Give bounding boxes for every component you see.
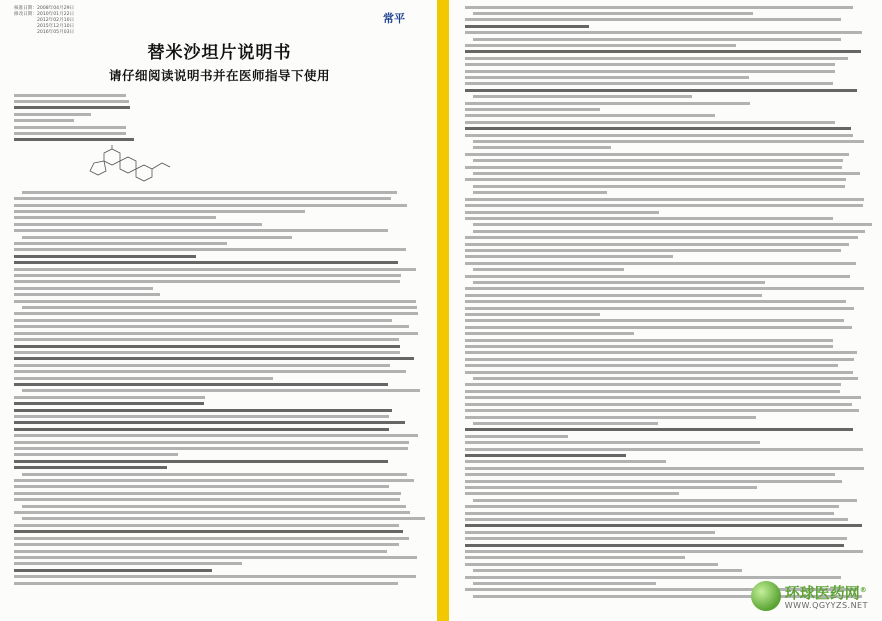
text-line [14, 189, 425, 195]
text-line [465, 55, 872, 61]
leaflet-right-page [449, 0, 882, 621]
text-line [14, 503, 425, 509]
text-line [465, 388, 872, 394]
text-line [465, 497, 872, 503]
text-line [14, 137, 425, 143]
text-line [14, 471, 425, 477]
text-line [14, 446, 425, 452]
text-line [465, 228, 872, 234]
text-line [14, 522, 425, 528]
text-line [465, 183, 872, 189]
leaflet-left-page [0, 0, 437, 621]
text-line [14, 490, 425, 496]
text-line [14, 298, 425, 304]
text-line [465, 119, 872, 125]
text-line [14, 349, 425, 355]
text-line [465, 87, 872, 93]
text-line [465, 369, 872, 375]
text-line [14, 266, 425, 272]
text-line [14, 535, 425, 541]
document-title: 替米沙坦片说明书 [147, 43, 292, 63]
page-fold [437, 0, 449, 621]
text-line [465, 356, 872, 362]
text-line [465, 132, 872, 138]
text-line [465, 465, 872, 471]
text-line [465, 574, 872, 580]
registered-mark: ® [859, 586, 867, 594]
approval-date-line: 2012年02月10日 [14, 18, 75, 23]
text-line [465, 517, 872, 523]
watermark-url: WWW.QGYYZS.NET [784, 601, 868, 610]
text-line [14, 478, 425, 484]
text-line [465, 215, 872, 221]
text-line [14, 381, 425, 387]
text-line [14, 580, 425, 586]
text-line [465, 337, 872, 343]
text-line [465, 247, 872, 253]
text-line [465, 196, 872, 202]
text-line [14, 317, 425, 323]
text-line [465, 164, 872, 170]
text-line [465, 139, 872, 145]
text-line [14, 426, 425, 432]
text-line [465, 260, 872, 266]
approval-dates-block [14, 6, 425, 36]
text-line [465, 151, 872, 157]
approval-date-line: 2015年12月10日 [14, 24, 75, 29]
watermark-logo [751, 581, 868, 611]
text-line [14, 273, 425, 279]
text-line [465, 549, 872, 555]
document-subtitle: 请仔细阅读说明书并在医师指导下使用 [108, 68, 330, 83]
approval-date-line: 修改日期：2010年01月22日 [14, 12, 75, 17]
text-line [465, 542, 872, 548]
chemical-structure-diagram [84, 145, 174, 187]
watermark-title: 环球医药网 [784, 584, 860, 602]
approval-date-line: 2016年05月03日 [14, 30, 75, 35]
text-line [465, 324, 872, 330]
text-line [465, 401, 872, 407]
text-line [14, 330, 425, 336]
text-line [465, 305, 872, 311]
text-line [14, 413, 425, 419]
brand-logo: 常平 [383, 12, 405, 25]
text-line [465, 344, 872, 350]
drug-name-section [14, 92, 425, 143]
instructions-body-left [14, 189, 425, 586]
text-line [14, 554, 425, 560]
globe-icon [751, 581, 781, 611]
text-line [14, 458, 425, 464]
approval-date-line: 核准日期：2008年04月29日 [14, 6, 75, 11]
text-line [14, 362, 425, 368]
instructions-body-right [465, 4, 872, 600]
text-line [465, 510, 872, 516]
text-line [14, 439, 425, 445]
